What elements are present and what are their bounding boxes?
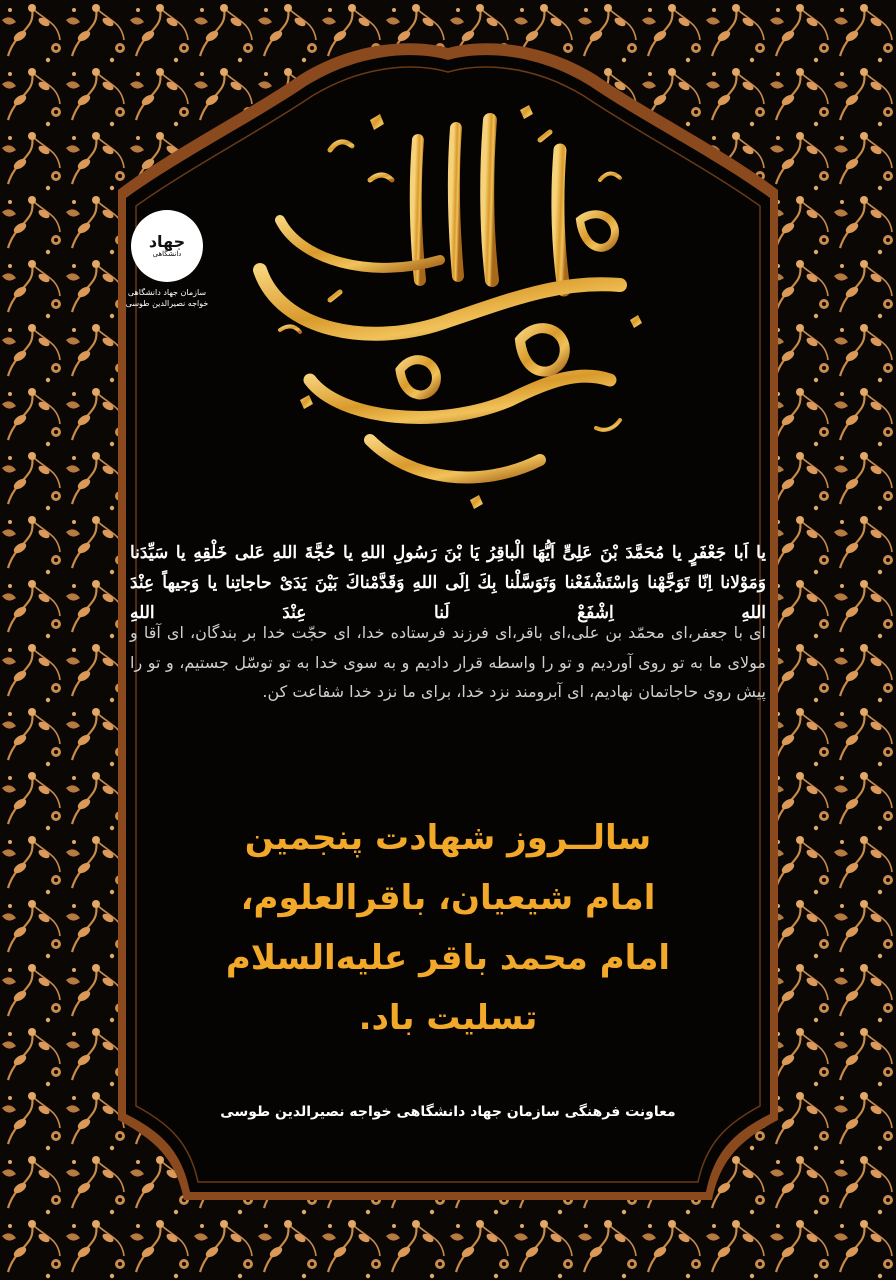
headline-line2: امام شیعیان، باقرالعلوم، bbox=[240, 878, 656, 918]
credit-line: معاونت فرهنگی سازمان جهاد دانشگاهی خواجه نصیرالدین طوسی bbox=[220, 1104, 676, 1120]
logo-seal bbox=[131, 210, 203, 282]
arabic-prayer: يا اَبا جَعْفَرٍ يا مُحَمَّدَ بْنَ عَلِىٍّ اَيُّهَا الْباقِرُ يَا بْنَ رَسُولِ اللهِ يا حُجَّةَ اللهِ عَلى خَلْقِهِ يا سَيِّدَنا وَمَوْلانا اِنّا تَوَجَّهْنا وَاسْتَشْفَعْنا وَتَوَسَّلْنا بِكَ اِلَى اللهِ وَقَدَّمْناكَ بَيْنَ يَدَىْ حاجاتِنا يا وَجيهاً عِنْدَ اللهِ اِشْفَعْ لَنا عِنْدَ اللهِ bbox=[130, 543, 766, 623]
logo-caption-line2: خواجه نصیرالدین طوسی bbox=[125, 298, 209, 308]
calligraphy-emblem bbox=[220, 80, 660, 520]
headline-line1: سالــروز شهادت پنجمین bbox=[244, 818, 652, 858]
logo-caption bbox=[112, 288, 222, 310]
logo-word: جهاد bbox=[148, 231, 186, 251]
headline-line3: امام محمد باقر علیه‌السلام bbox=[225, 938, 671, 978]
persian-translation: ای با جعفر،ای محمّد بن علی،ای باقر،ای فرزند فرستاده خدا، ای حجّت خدا بر بندگان، ای آقا و مولای ما به تو روی آوردیم و تو را واسطه قرار دادیم و به سوی خدا به تو توسّل جستیم، و تو را پیش روی حاجاتمان نهادیم، ای آبرومند نزد خدا، برای ما نزد خدا شفاعت کن. bbox=[130, 623, 766, 701]
logo-caption-line1: سازمان جهاد دانشگاهی bbox=[127, 288, 207, 297]
headline-line4: تسلیت باد. bbox=[358, 998, 538, 1038]
logo-sub: دانشگاهی bbox=[152, 249, 182, 258]
condolence-headline bbox=[130, 808, 766, 1048]
jahad-daneshgahi-logo bbox=[112, 210, 222, 310]
